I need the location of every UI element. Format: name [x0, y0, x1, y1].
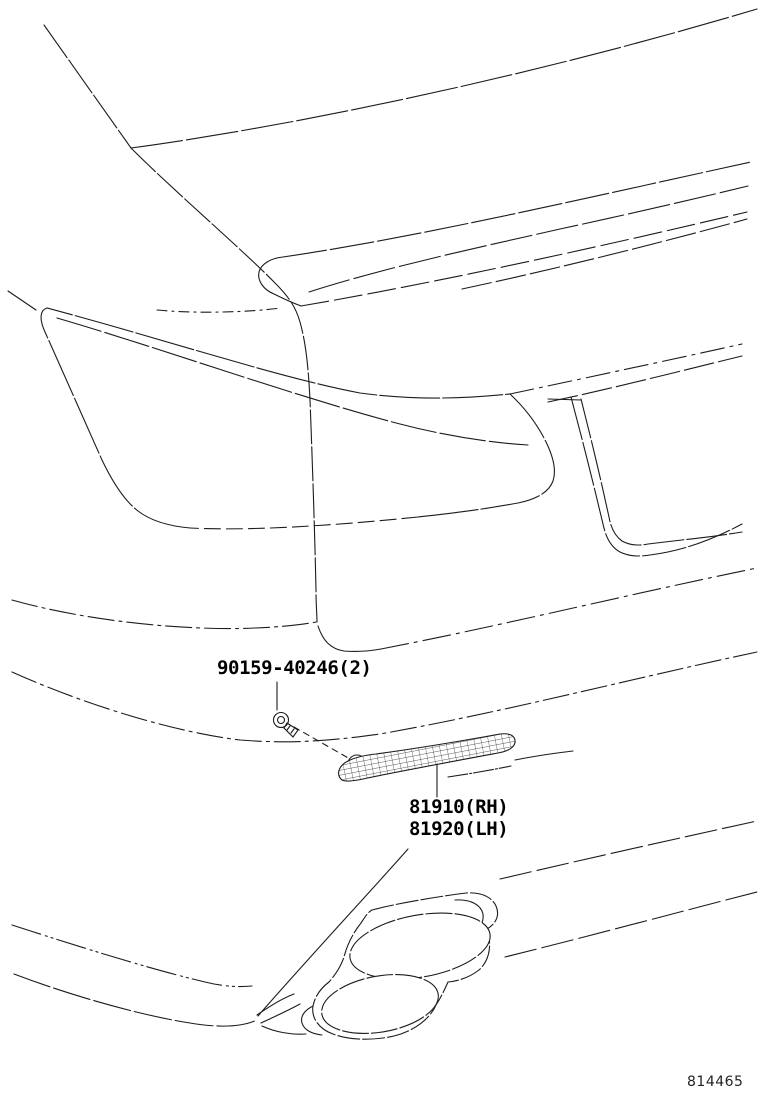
part-number-reflector-group	[409, 797, 508, 840]
tail-lamp	[41, 308, 554, 529]
screw-icon[interactable]	[274, 682, 351, 759]
exhaust-tips	[257, 893, 498, 1042]
part-number-reflector-rh[interactable]: 81910(RH)	[409, 796, 509, 818]
roof-and-pillar-lines	[8, 9, 757, 622]
figure-number: 814465	[687, 1074, 744, 1090]
part-number-screw[interactable]: 90159-40246(2)	[217, 657, 372, 679]
trunk-spoiler-lines	[259, 162, 751, 306]
license-plate-recess	[510, 344, 742, 556]
part-number-reflector-lh[interactable]: 81920(LH)	[409, 817, 509, 840]
side-marker-reflector[interactable]	[339, 734, 573, 797]
